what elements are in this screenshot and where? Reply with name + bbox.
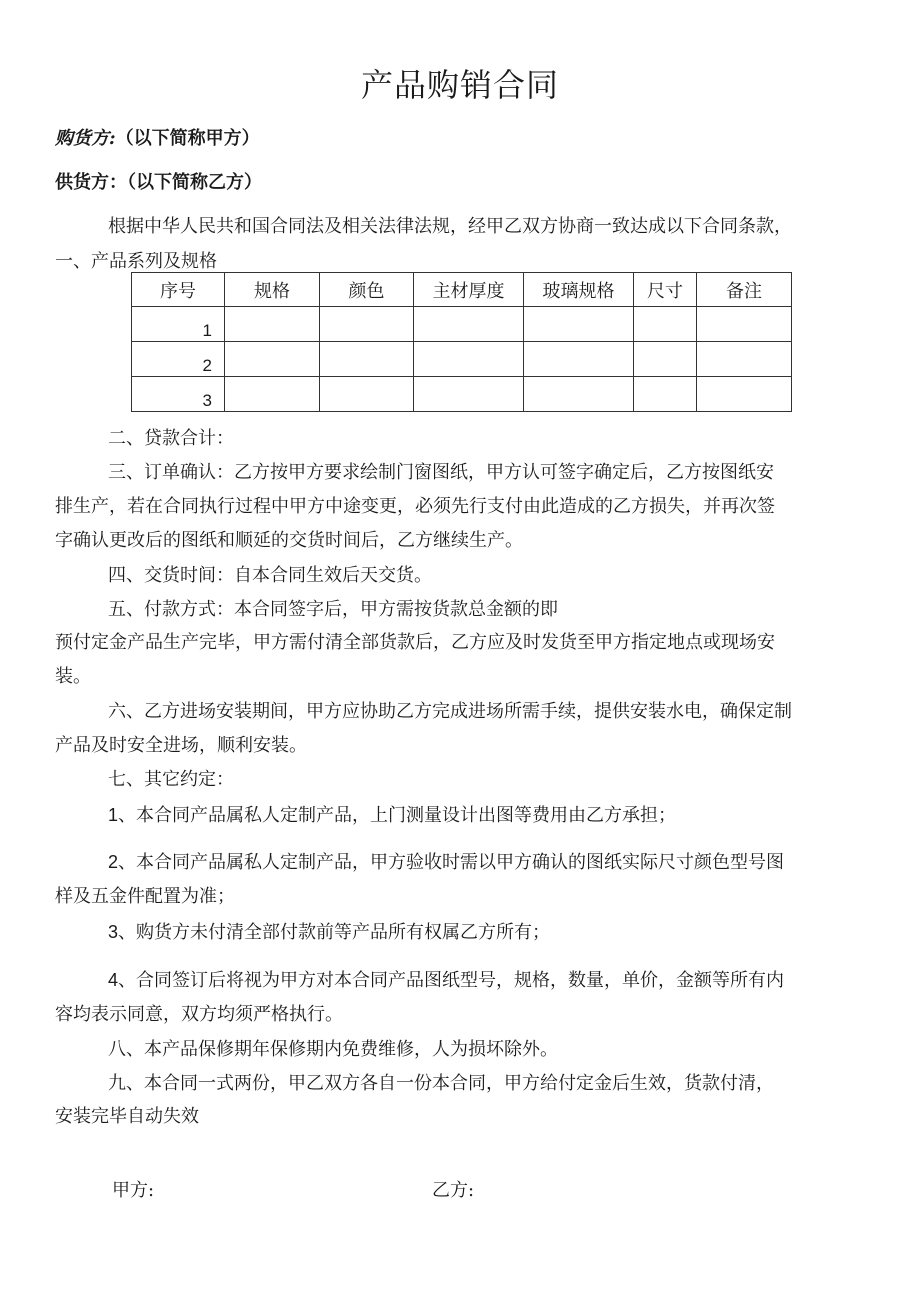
table-cell[interactable]	[524, 342, 634, 377]
page-title: 产品购销合同	[360, 66, 559, 104]
table-cell[interactable]	[225, 307, 320, 342]
table-cell[interactable]	[320, 307, 414, 342]
header-cell: 尺寸	[634, 273, 697, 307]
clause-7-item-3	[108, 918, 550, 944]
seller-label: 供货方：	[55, 172, 127, 193]
table-row	[132, 342, 792, 377]
item-number: 3	[108, 922, 119, 942]
item-text: 、合同签订后将视为甲方对本合同产品图纸型号，规格，数量，单价，金额等所有内	[118, 970, 785, 991]
clause-3-line-1: 三、订单确认：乙方按甲方要求绘制门窗图纸，甲方认可签字确定后，乙方按图纸安	[108, 462, 774, 483]
table-cell[interactable]	[320, 377, 414, 412]
table-cell[interactable]	[320, 342, 414, 377]
table-cell[interactable]	[225, 342, 320, 377]
item-number: 1	[108, 805, 119, 825]
clause-7: 七、其它约定：	[108, 769, 234, 790]
clause-9-line-1: 九、本合同一式两份，甲乙双方各自一份本合同，甲方给付定金后生效，货款付清，	[108, 1073, 774, 1094]
table-row	[132, 377, 792, 412]
item-number: 4	[108, 970, 119, 990]
clause-7-item-1	[108, 801, 676, 827]
clause-3-line-3: 字确认更改后的图纸和顺延的交货时间后，乙方继续生产。	[55, 530, 523, 551]
table-cell[interactable]	[414, 307, 524, 342]
clause-8: 八、本产品保修期年保修期内免费维修，人为损坏除外。	[108, 1039, 558, 1060]
header-cell: 玻璃规格	[524, 273, 634, 307]
section-1-heading: 一、产品系列及规格	[55, 251, 217, 272]
clause-6-line-2: 产品及时安全进场，顺利安装。	[55, 735, 307, 756]
item-text: 、购货方未付清全部付款前等产品所有权属乙方所有；	[118, 922, 551, 943]
row-index: 3	[132, 377, 225, 412]
buyer-line	[55, 124, 260, 150]
row-index: 1	[132, 307, 225, 342]
table-cell[interactable]	[697, 307, 792, 342]
clause-5-line-2: 预付定金产品生产完毕，甲方需付清全部货款后，乙方应及时发货至甲方指定地点或现场安	[55, 632, 775, 653]
table-cell[interactable]	[697, 377, 792, 412]
clause-5-line-1: 五、付款方式：本合同签字后，甲方需按货款总金额的即	[108, 599, 558, 620]
table-cell[interactable]	[524, 377, 634, 412]
item-number: 2	[108, 852, 119, 872]
table-row	[132, 307, 792, 342]
clause-7-item-2-line-1	[108, 848, 784, 874]
clause-9-line-2: 安装完毕自动失效	[55, 1106, 199, 1127]
clause-6-line-1: 六、乙方进场安装期间，甲方应协助乙方完成进场所需手续，提供安装水电，确保定制	[108, 701, 792, 722]
seller-note: （以下简称乙方）	[127, 172, 262, 193]
spec-table	[131, 272, 792, 412]
row-index: 2	[132, 342, 225, 377]
header-cell: 序号	[132, 273, 225, 307]
party-a-signature: 甲方:	[112, 1180, 155, 1201]
table-header-row	[132, 273, 792, 307]
item-text: 、本合同产品属私人定制产品，甲方验收时需以甲方确认的图纸实际尺寸颜色型号图	[118, 852, 785, 873]
table-cell[interactable]	[634, 307, 697, 342]
table-cell[interactable]	[697, 342, 792, 377]
clause-7-item-2-line-2: 样及五金件配置为准；	[55, 886, 235, 907]
buyer-note: （以下简称甲方）	[115, 128, 260, 149]
header-cell: 规格	[225, 273, 320, 307]
header-cell: 备注	[697, 273, 792, 307]
clause-7-item-4-line-1	[108, 966, 784, 992]
buyer-label: 购货方:	[55, 128, 116, 149]
table-cell[interactable]	[225, 377, 320, 412]
table-cell[interactable]	[414, 377, 524, 412]
header-cell: 颜色	[320, 273, 414, 307]
header-cell: 主材厚度	[414, 273, 524, 307]
table-cell[interactable]	[634, 377, 697, 412]
item-text: 、本合同产品属私人定制产品，上门测量设计出图等费用由乙方承担；	[118, 805, 677, 826]
table-cell[interactable]	[634, 342, 697, 377]
party-b-signature: 乙方:	[432, 1180, 475, 1201]
intro-text: 根据中华人民共和国合同法及相关法律法规，经甲乙双方协商一致达成以下合同条款，	[108, 216, 792, 237]
clause-5-line-3: 装。	[55, 666, 91, 687]
clause-3-line-2: 排生产，若在合同执行过程中甲方中途变更，必须先行支付由此造成的乙方损失，并再次签	[55, 496, 775, 517]
clause-2: 二、贷款合计：	[108, 428, 234, 449]
seller-line	[55, 168, 262, 194]
table-cell[interactable]	[414, 342, 524, 377]
table-cell[interactable]	[524, 307, 634, 342]
clause-7-item-4-line-2: 容均表示同意，双方均须严格执行。	[55, 1004, 343, 1025]
clause-4: 四、交货时间：自本合同生效后天交货。	[108, 565, 432, 586]
